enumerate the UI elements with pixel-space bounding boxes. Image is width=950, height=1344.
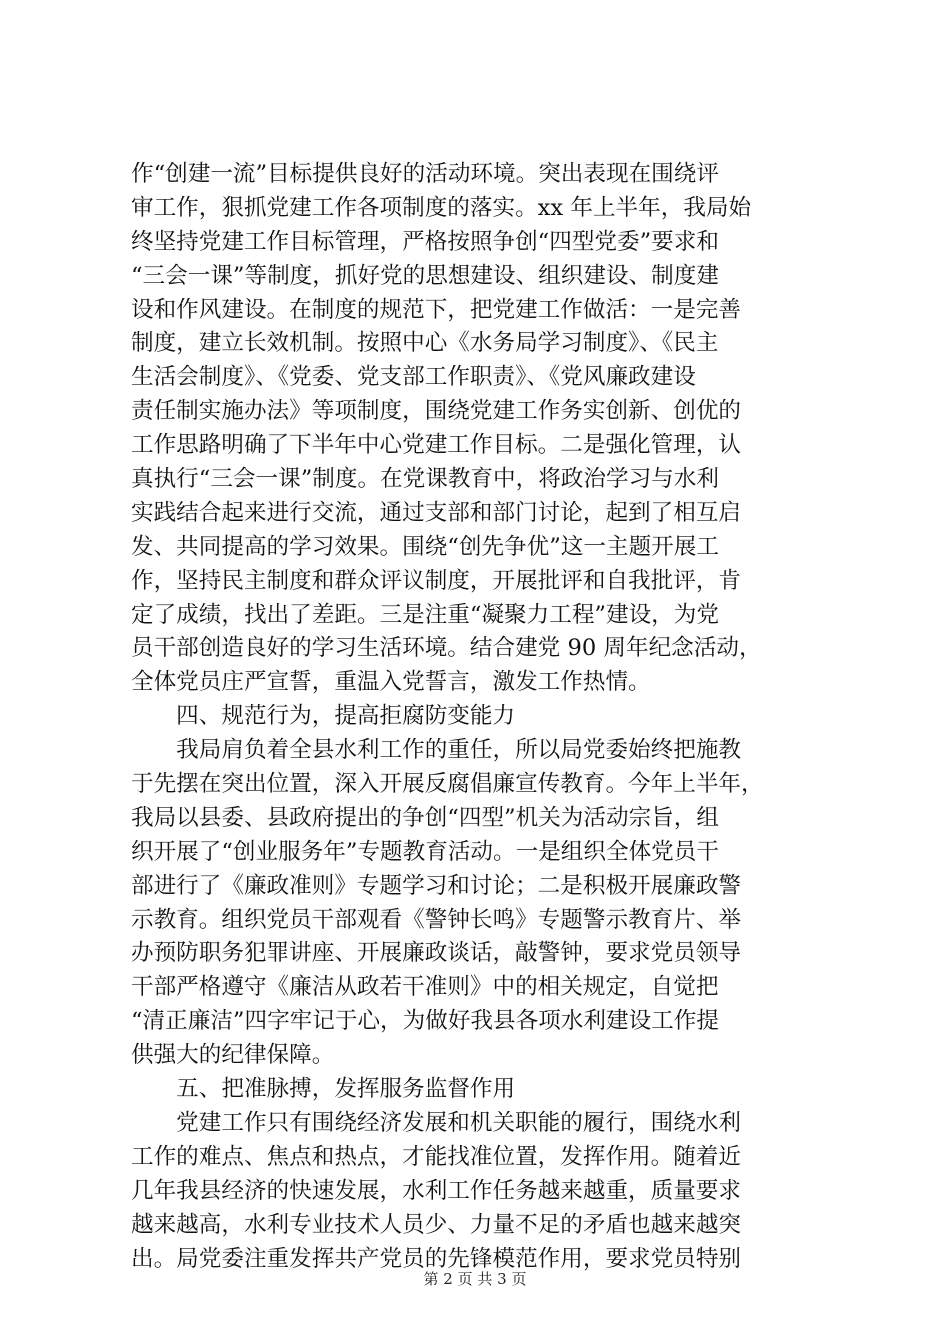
text-line: 实践结合起来进行交流，通过支部和部门讨论，起到了相互启 — [131, 499, 742, 526]
page-footer: 第 2 页 共 3 页 — [423, 1270, 527, 1288]
section-heading: 四、规范行为，提高拒腐防变能力 — [131, 703, 516, 730]
text-line: “三会一课”等制度，抓好党的思想建设、组织建设、制度建 — [131, 262, 719, 289]
text-line: 定了成绩，找出了差距。三是注重“凝聚力工程”建设，为党 — [131, 601, 719, 628]
text-line: 几年我县经济的快速发展，水利工作任务越来越重，质量要求 — [131, 1177, 742, 1204]
text-line: 织开展了“创业服务年”专题教育活动。一是组织全体党员干 — [131, 838, 719, 865]
text-line: 全体党员庄严宣誓，重温入党誓言，激发工作热情。 — [131, 669, 651, 696]
text-line: 于先摆在突出位置，深入开展反腐倡廉宣传教育。今年上半年， — [131, 771, 764, 798]
text-line: 部进行了《廉政准则》专题学习和讨论；二是积极开展廉政警 — [131, 872, 742, 899]
text-line: 党建工作只有围绕经济发展和机关职能的履行，围绕水利 — [131, 1109, 742, 1136]
text-line: 我局肩负着全县水利工作的重任，所以局党委始终把施教 — [131, 737, 742, 764]
section-heading: 五、把准脉搏，发挥服务监督作用 — [131, 1076, 516, 1103]
text-line: 越来越高，水利专业技术人员少、力量不足的矛盾也越来越突 — [131, 1211, 742, 1238]
text-line: 示教育。组织党员干部观看《警钟长鸣》专题警示教育片、举 — [131, 906, 742, 933]
text-line: 作，坚持民主制度和群众评议制度，开展批评和自我批评，肯 — [131, 567, 742, 594]
text-line: 干部严格遵守《廉洁从政若干准则》中的相关规定，自觉把 — [131, 974, 719, 1001]
text-line: 我局以县委、县政府提出的争创“四型”机关为活动宗旨，组 — [131, 804, 719, 831]
text-line: 办预防职务犯罪讲座、开展廉政谈话，敲警钟，要求党员领导 — [131, 940, 742, 967]
text-line: 真执行“三会一课”制度。在党课教育中，将政治学习与水利 — [131, 466, 719, 493]
text-line: 终坚持党建工作目标管理，严格按照争创“四型党委”要求和 — [131, 228, 719, 255]
text-line: 工作思路明确了下半年中心党建工作目标。二是强化管理，认 — [131, 432, 742, 459]
text-line: “清正廉洁”四字牢记于心，为做好我县各项水利建设工作提 — [131, 1008, 719, 1035]
text-line: 生活会制度》、《党委、党支部工作职责》、《党风廉政建设 — [131, 364, 696, 391]
text-line: 出。局党委注重发挥共产党员的先锋模范作用，要求党员特别 — [131, 1245, 742, 1272]
text-line: 作“创建一流”目标提供良好的活动环境。突出表现在围绕评 — [131, 161, 719, 187]
text-line: 工作的难点、焦点和热点，才能找准位置，发挥作用。随着近 — [131, 1143, 742, 1170]
text-line: 发、共同提高的学习效果。围绕“创先争优”这一主题开展工 — [131, 533, 719, 560]
text-line: 责任制实施办法》等项制度，围绕党建工作务实创新、创优的 — [131, 398, 742, 425]
text-line: 设和作风建设。在制度的规范下，把党建工作做活：一是完善 — [131, 296, 742, 323]
text-line: 审工作，狠抓党建工作各项制度的落实。xx 年上半年，我局始 — [131, 194, 752, 221]
text-line: 员干部创造良好的学习生活环境。结合建党 90 周年纪念活动， — [131, 635, 762, 662]
text-line: 供强大的纪律保障。 — [131, 1042, 335, 1069]
body-text — [131, 158, 831, 1276]
text-line: 制度，建立长效机制。按照中心《水务局学习制度》、《民主 — [131, 330, 719, 357]
